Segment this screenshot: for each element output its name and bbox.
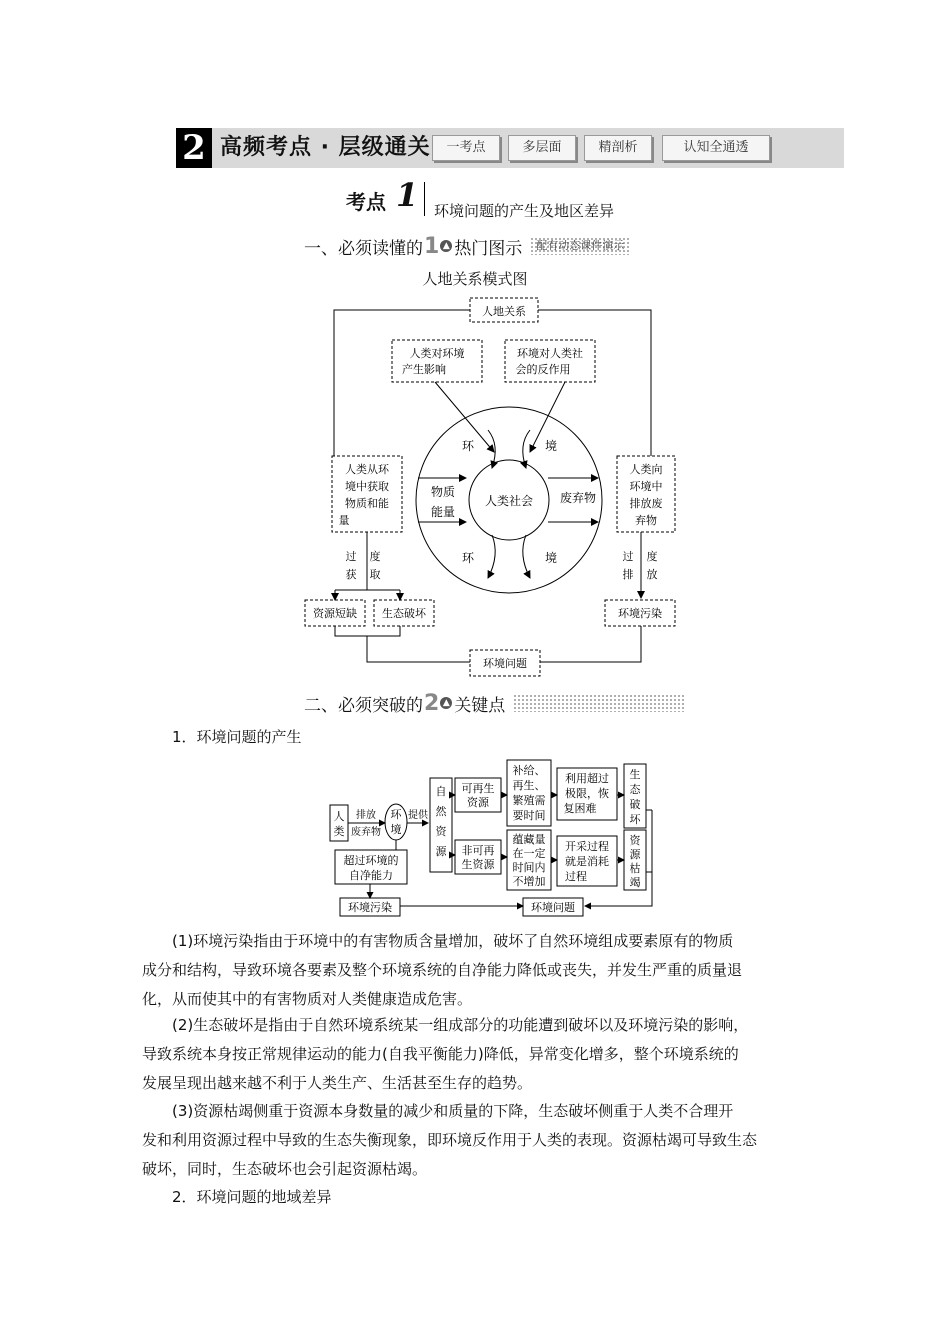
nonrenew-desc-2: 在一定 [512, 847, 546, 860]
right-degree-1: 度 [646, 550, 658, 563]
material-label-1: 物质 [430, 485, 456, 499]
consume-3: 过程 [565, 870, 587, 883]
section2-prefix: 二、必须突破的 [304, 695, 423, 716]
impact-line-2: 产生影响 [402, 363, 446, 376]
section1-suffix: 热门图示 [454, 238, 523, 259]
discharge-line-4: 弃物 [635, 514, 657, 527]
res-1: 资 [629, 834, 641, 847]
nonrenewable-2: 生资源 [461, 858, 495, 871]
diagram1-title: 人地关系模式图 [422, 270, 528, 288]
overuse-3: 复困难 [563, 802, 597, 815]
left-degree-2: 取 [369, 568, 381, 581]
pollution-node-2: 环境污染 [348, 901, 392, 914]
chip-full-knowledge: 认知全通透 [662, 135, 770, 161]
res-4: 竭 [629, 876, 641, 889]
natural-1: 自 [435, 785, 447, 798]
chip-multi-level: 多层面 [508, 135, 576, 161]
left-over-1: 过 [345, 550, 357, 563]
natural-2: 然 [435, 805, 447, 818]
renew-desc-1: 补给、 [512, 764, 546, 777]
waste-label: 废弃物 [559, 491, 597, 505]
banner-title: 高频考点 · 层级通关 [220, 135, 431, 160]
banner-number: 2 [176, 128, 212, 168]
self-clean-1: 超过环境的 [343, 854, 399, 867]
renew-desc-4: 要时间 [512, 809, 546, 822]
section2-suffix: 关键点 [454, 695, 506, 716]
right-degree-2: 放 [646, 568, 658, 581]
damage-node: 生态破坏 [382, 607, 426, 620]
renew-desc-2: 再生、 [512, 779, 546, 792]
ring-text-tr: 境 [544, 439, 558, 453]
section1-prefix: 一、必须读懂的 [304, 238, 423, 259]
obtain-line-2: 境中获取 [345, 480, 389, 493]
human-1: 人 [333, 810, 345, 823]
res-2: 源 [629, 848, 641, 861]
section1-number: 1 [424, 233, 440, 259]
right-over-1: 过 [622, 550, 634, 563]
feedback-line-2: 会的反作用 [515, 363, 571, 376]
renewable-1: 可再生 [461, 782, 495, 795]
human-2: 类 [333, 825, 345, 838]
ring-text-tl: 环 [461, 439, 475, 453]
consume-1: 开采过程 [565, 840, 609, 853]
nonrenew-desc-3: 时间内 [512, 861, 546, 874]
up-arrow-icon: ▲ [440, 240, 452, 252]
discharge-line-3: 排放废 [629, 497, 663, 510]
ring-text-bl: 环 [461, 551, 475, 565]
chip-analysis: 精剖析 [584, 135, 652, 161]
kaodian-label: 考点 [346, 190, 386, 214]
shortage-node: 资源短缺 [313, 607, 357, 620]
obtain-line-3: 物质和能 [345, 497, 389, 510]
eco-1: 生 [629, 768, 641, 781]
eco-3: 破 [629, 798, 641, 811]
pollution-node: 环境污染 [618, 607, 662, 620]
text-line: 导致系统本身按正常规律运动的能力(自我平衡能力)降低，异常变化增多，整个环境系统的 [142, 1045, 739, 1063]
text-line: (1)环境污染指由于环境中的有害物质含量增加，破坏了自然环境组成要素原有的物质 [172, 932, 734, 950]
eco-2: 态 [629, 783, 641, 796]
eco-4: 坏 [629, 813, 641, 826]
ring-text-br: 境 [544, 551, 558, 565]
emit-label: 排放 [356, 810, 376, 821]
discharge-line-2: 环境中 [629, 480, 663, 493]
obtain-line-4: 量 [338, 514, 350, 527]
heading-environment-origin: 1．环境问题的产生 [172, 728, 302, 746]
consume-2: 就是消耗 [565, 855, 609, 868]
self-clean-2: 自净能力 [349, 869, 393, 882]
paragraph-pollution [142, 927, 818, 1014]
problem-node-2: 环境问题 [531, 901, 575, 914]
problem-node: 环境问题 [483, 657, 527, 670]
text-line: 发和利用资源过程中导致的生态失衡现象，即环境反作用于人类的表现。资源枯竭可导致生态 [142, 1131, 758, 1149]
env-2: 境 [390, 823, 402, 836]
text-line: 发展呈现出越来越不利于人类生产、生活甚至生存的趋势。 [142, 1074, 533, 1092]
society-label: 人类社会 [484, 494, 534, 508]
renewable-2: 资源 [467, 796, 489, 809]
waste-label-2: 废弃物 [351, 827, 381, 838]
provide-label: 提供 [408, 810, 428, 821]
left-degree-1: 度 [369, 550, 381, 563]
left-over-2: 获 [345, 568, 357, 581]
section2-number: 2 [424, 690, 440, 716]
res-3: 枯 [629, 862, 641, 875]
obtain-line-1: 人类从环 [345, 463, 389, 476]
material-label-2: 能量 [430, 505, 456, 519]
text-line: 成分和结构，导致环境各要素及整个环境系统的自净能力降低或丧失，并发生严重的质量退 [142, 961, 743, 979]
text-line: (2)生态破坏是指由于自然环境系统某一组成部分的功能遭到破坏以及环境污染的影响， [172, 1016, 749, 1034]
kaodian-number: 1 [396, 176, 419, 214]
overuse-2: 极限，恢 [565, 787, 609, 800]
section1-note: 配有动态课件演示 [530, 237, 630, 255]
impact-line-1: 人类对环境 [409, 347, 465, 360]
environment-problem-flowchart [0, 750, 950, 920]
nonrenew-desc-1: 蕴藏量 [512, 833, 546, 846]
kaodian-subtitle: 环境问题的产生及地区差异 [434, 202, 615, 220]
paragraph-resource-depletion [142, 1097, 818, 1184]
nonrenew-desc-4: 不增加 [512, 875, 546, 888]
text-line: (3)资源枯竭侧重于资源本身数量的减少和质量的下降，生态破坏侧重于人类不合理开 [172, 1102, 734, 1120]
text-line: 破坏，同时，生态破坏也会引起资源枯竭。 [142, 1160, 428, 1178]
renew-desc-3: 繁殖需 [512, 794, 546, 807]
text-line: 化，从而使其中的有害物质对人类健康造成危害。 [142, 990, 473, 1008]
heading-regional-difference: 2．环境问题的地域差异 [172, 1188, 332, 1206]
overuse-1: 利用超过 [565, 772, 609, 785]
right-over-2: 排 [622, 568, 634, 581]
feedback-line-1: 环境对人类社 [517, 347, 583, 360]
section-heading-2 [304, 690, 685, 716]
nonrenewable-1: 非可再 [461, 844, 495, 857]
section2-dots [513, 694, 685, 712]
natural-3: 资 [435, 825, 447, 838]
top-node: 人地关系 [482, 305, 526, 318]
up-arrow-icon: ▲ [440, 697, 452, 709]
discharge-line-1: 人类向 [629, 463, 663, 476]
chip-one-point: 一考点 [432, 135, 500, 161]
paragraph-eco-damage [142, 1011, 818, 1098]
env-1: 环 [390, 808, 402, 821]
natural-4: 源 [435, 845, 447, 858]
